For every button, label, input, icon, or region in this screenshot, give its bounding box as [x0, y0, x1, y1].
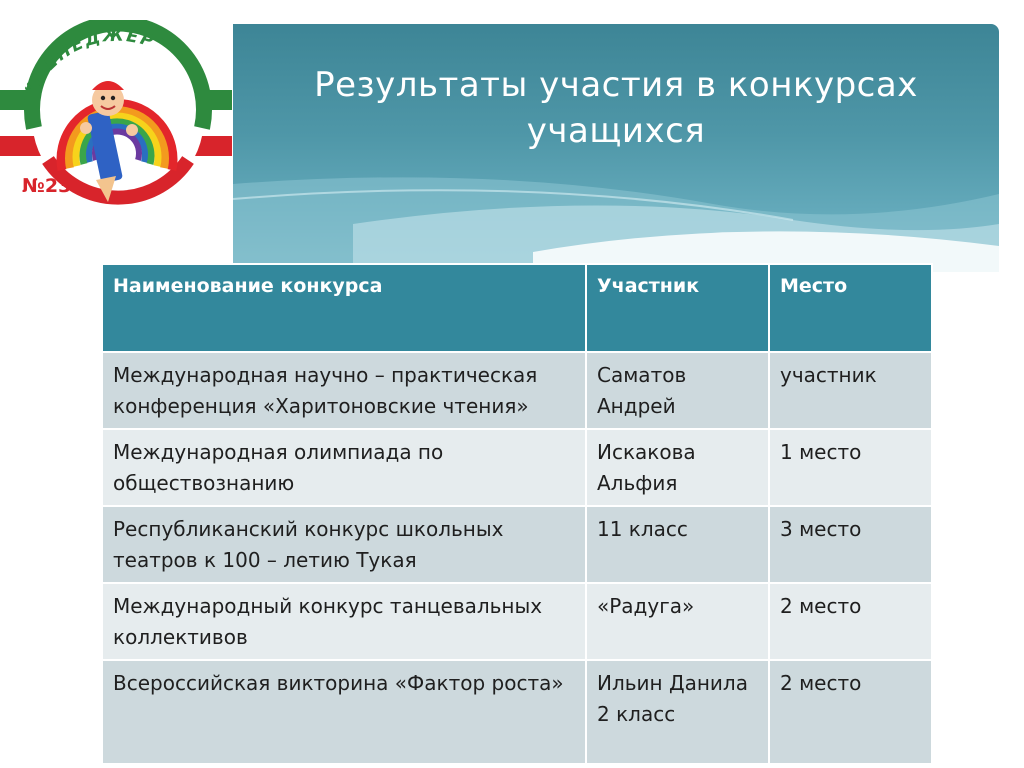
- cell-competition: Международный конкурс танцевальных коллективов: [102, 583, 586, 660]
- logo-number: №23: [22, 175, 72, 197]
- slide-title: [233, 62, 999, 154]
- logo-emblem-icon: [0, 20, 232, 220]
- header-place: Место: [769, 264, 932, 352]
- cell-place: 1 место: [769, 429, 932, 506]
- cell-place: 2 место: [769, 660, 932, 764]
- slide-title-line1: Результаты участия в конкурсах: [314, 65, 918, 105]
- logo-arc-text: “МЕНЕДЖЕР”: [20, 25, 172, 101]
- results-table: [101, 263, 933, 765]
- cell-participant: Саматов Андрей: [586, 352, 769, 429]
- school-logo: [0, 20, 232, 220]
- header-competition: Наименование конкурса: [102, 264, 586, 352]
- cell-participant: Ильин Данила 2 класс: [586, 660, 769, 764]
- cell-place: 3 место: [769, 506, 932, 583]
- cell-competition: Международная олимпиада по обществознанию: [102, 429, 586, 506]
- table-header-row: [102, 264, 932, 352]
- title-banner: [233, 24, 999, 272]
- cell-competition: Республиканский конкурс школьных театров к 100 – летию Тукая: [102, 506, 586, 583]
- table-row: [102, 660, 932, 764]
- cell-place: участник: [769, 352, 932, 429]
- cell-participant: «Радуга»: [586, 583, 769, 660]
- cell-participant: Искакова Альфия: [586, 429, 769, 506]
- table-row: [102, 429, 932, 506]
- cell-competition: Международная научно – практическая конференция «Харитоновские чтения»: [102, 352, 586, 429]
- cell-competition: Всероссийская викторина «Фактор роста»: [102, 660, 586, 764]
- table-row: [102, 583, 932, 660]
- cell-participant: 11 класс: [586, 506, 769, 583]
- header-participant: Участник: [586, 264, 769, 352]
- cell-place: 2 место: [769, 583, 932, 660]
- slide-title-line2: учащихся: [526, 111, 706, 151]
- table-row: [102, 506, 932, 583]
- table-row: [102, 352, 932, 429]
